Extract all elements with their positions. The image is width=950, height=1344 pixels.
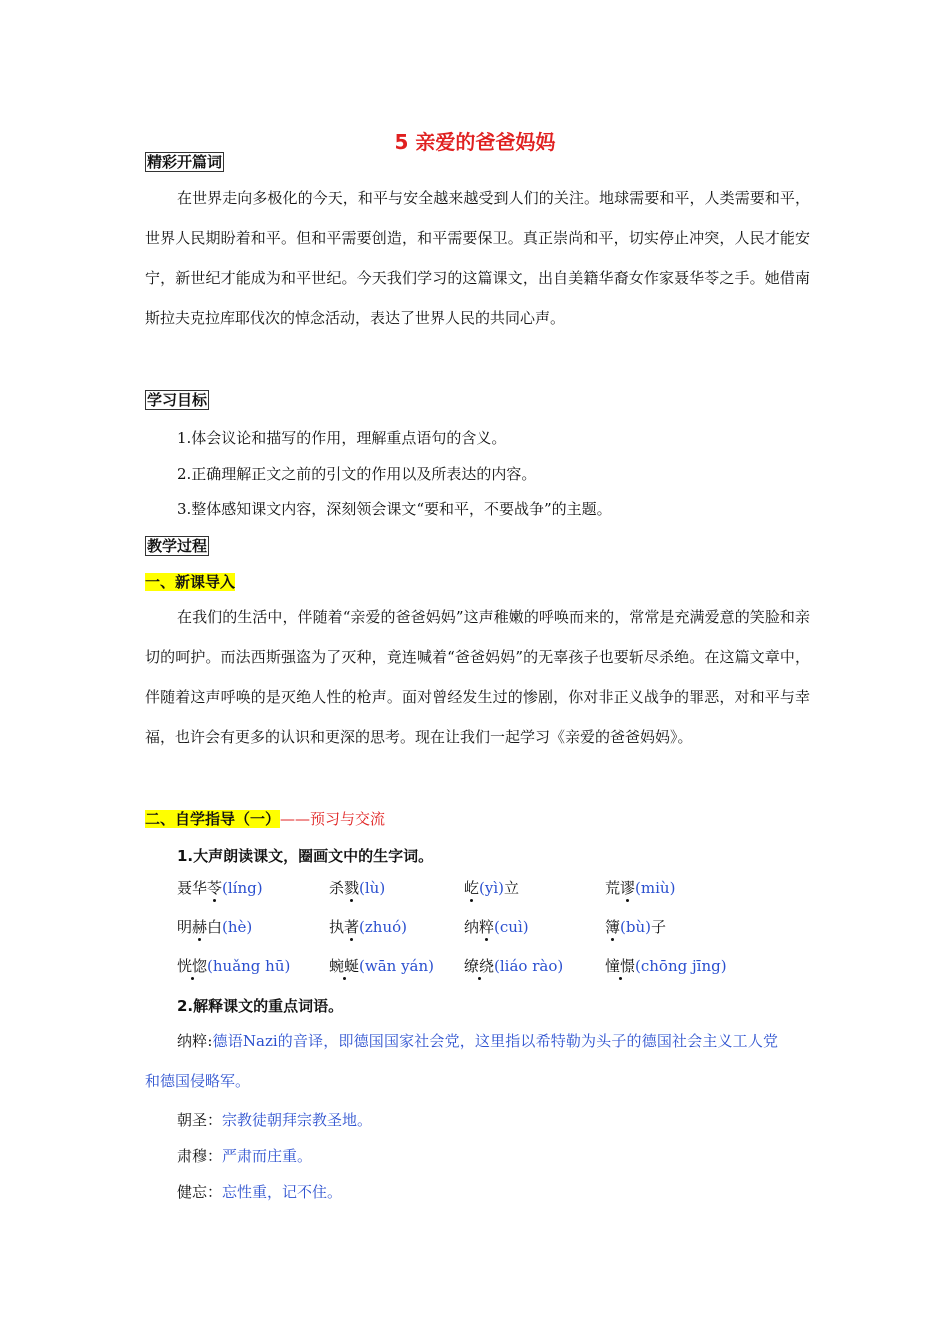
term-definition: 健忘：忘性重，记不住。 bbox=[177, 1183, 343, 1201]
question-2: 2.解释课文的重点词语。 bbox=[177, 997, 344, 1015]
question-1: 1.大声朗读课文，圈画文中的生字词。 bbox=[177, 847, 434, 865]
vocab-item: 簿(bù)子 bbox=[605, 918, 666, 936]
vocab-item: 蜿蜒(wān yán) bbox=[329, 957, 435, 975]
section-heading-process: 教学过程 bbox=[147, 537, 208, 555]
opening-paragraph: 在世界走向多极化的今天，和平与安全越来越受到人们的关注。地球需要和平，人类需要和平，世界人民期盼着和平。但和平需要创造，和平需要保卫。真正崇尚和平，切实停止冲突，人民才能安宁，新世纪才能成为和平世纪。今天我们学习的这篇课文，出自美籍华裔女作家聂华苓之手。她借南斯拉夫克拉库耶伐次的悼念活动，表达了世界人民的共同心声。 bbox=[145, 189, 810, 327]
goal-item-3: 3.整体感知课文内容，深刻领会课文“要和平，不要战争”的主题。 bbox=[177, 500, 612, 518]
term-definition: 朝圣：宗教徒朝拜宗教圣地。 bbox=[177, 1111, 373, 1129]
vocab-item: 屹(yì)立 bbox=[464, 879, 520, 897]
vocab-item: 杀戮(lù) bbox=[329, 879, 386, 897]
vocab-item: 执著(zhuó) bbox=[329, 918, 407, 936]
vocab-item: 荒谬(miù) bbox=[605, 879, 676, 897]
vocab-item: 聂华苓(líng) bbox=[177, 879, 263, 897]
part-intro-label bbox=[145, 572, 235, 592]
vocab-item: 明赫白(hè) bbox=[177, 918, 253, 936]
term-definition: 纳粹:德语Nazi的音译，即德国国家社会党，这里指以希特勒为头子的德国社会主义工人党和德国侵略军。 bbox=[145, 1032, 778, 1090]
term-definition: 肃穆：严肃而庄重。 bbox=[177, 1147, 313, 1165]
vocab-item: 缭绕(liáo rào) bbox=[464, 957, 564, 975]
part-selfstudy-label-text: 二、自学指导（一） bbox=[145, 810, 281, 828]
vocab-item: 憧憬(chōng jīng) bbox=[605, 957, 727, 975]
page-title: 5 亲爱的爸爸妈妈 bbox=[394, 130, 556, 154]
section-heading-opening: 精彩开篇词 bbox=[147, 153, 223, 171]
vocab-item: 恍惚(huǎng hū) bbox=[177, 957, 291, 975]
intro-paragraph: 在我们的生活中，伴随着“亲爱的爸爸妈妈”这声稚嫩的呼唤而来的，常常是充满爱意的笑脸和亲切的呵护。而法西斯强盗为了灭种，竟连喊着“爸爸妈妈”的无辜孩子也要斩尽杀绝。在这篇文章中，伴随着这声呼唤的是灭绝人性的枪声。面对曾经发生过的惨剧，你对非正义战争的罪恶，对和平与幸福，也许会有更多的认识和更深的思考。现在让我们一起学习《亲爱的爸爸妈妈》。 bbox=[145, 608, 810, 746]
vocab-item: 纳粹(cuì) bbox=[464, 918, 529, 936]
section-heading-goals: 学习目标 bbox=[147, 391, 208, 409]
part-selfstudy-label-suffix: ——预习与交流 bbox=[280, 810, 386, 828]
goal-item-1: 1.体会议论和描写的作用，理解重点语句的含义。 bbox=[177, 429, 507, 447]
part-intro-label-text: 一、新课导入 bbox=[145, 573, 236, 591]
part-selfstudy-label bbox=[145, 809, 385, 829]
goal-item-2: 2.正确理解正文之前的引文的作用以及所表达的内容。 bbox=[177, 465, 537, 483]
